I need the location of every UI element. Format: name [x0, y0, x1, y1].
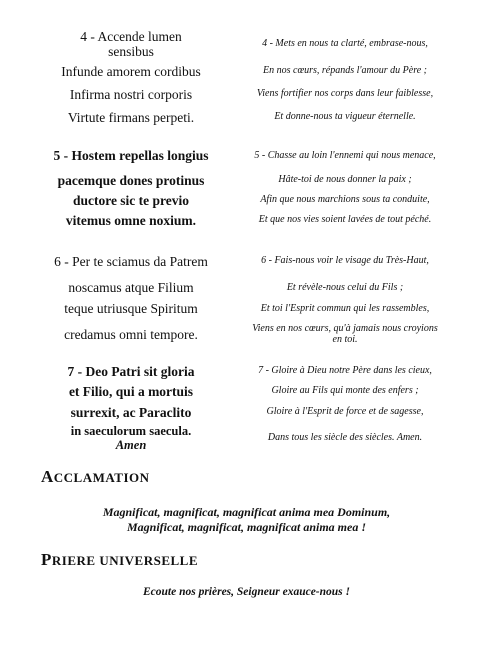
latin-line: 6 - Per te sciamus da Patrem [54, 253, 208, 269]
french-line: Gloire à l'Esprit de force et de sagesse, [266, 406, 424, 418]
latin-line: Virtute firmans perpeti. [67, 109, 195, 125]
french-line: Afin que nous marchions sous ta conduite, [260, 194, 430, 206]
priere-heading [41, 550, 198, 570]
french-line: Et toi l'Esprit commun qui les rassembles, [260, 302, 430, 314]
acclamation-text [0, 505, 493, 535]
heading-rest: CCLAMATION [53, 470, 150, 485]
latin-line: 5 - Hostem repellas longius [53, 148, 209, 163]
french-line: Viens fortifier nos corps dans leur faiblesse, [256, 88, 434, 100]
latin-line [36, 424, 226, 452]
stanza-line [36, 141, 456, 170]
stanza-5 [36, 141, 456, 230]
stanza-line [36, 190, 456, 210]
french-line: En nos cœurs, répands l'amour du Père ; [263, 65, 427, 77]
french-line: Viens en nos cœurs, qu'à jamais nous croyions en toi. [252, 322, 438, 345]
stanza-7 [36, 361, 456, 453]
stanza-line [36, 361, 456, 381]
acclamation-line: Magnificat, magnificat, magnificat anima mea ! [126, 520, 366, 534]
stanza-line [36, 381, 456, 401]
french-line: Hâte-toi de nous donner la paix ; [278, 174, 412, 186]
french-line: 7 - Gloire à Dieu notre Père dans les cieux, [258, 365, 432, 377]
latin-line: credamus omni tempore. [64, 326, 198, 342]
acclamation-heading [41, 467, 150, 487]
stanza-line [36, 82, 456, 106]
french-line: 4 - Mets en nous ta clarté, embrase-nous, [262, 38, 428, 50]
stanza-line [36, 170, 456, 190]
heading-initial: A [41, 467, 54, 486]
french-line: Et que nos vies soient lavées de tout péché. [258, 214, 432, 226]
latin-line: ductore sic te previo [72, 192, 190, 208]
stanza-line [36, 60, 456, 82]
latin-line: et Filio, qui a mortuis [68, 383, 194, 399]
stanza-line [36, 106, 456, 128]
french-line: Gloire au Fils qui monte des enfers ; [271, 385, 419, 397]
stanza-4 [36, 28, 456, 128]
stanza-6 [36, 245, 456, 349]
french-line: Et révèle-nous celui du Fils ; [286, 281, 404, 293]
stanza-line [36, 245, 456, 277]
latin-line: noscamus atque Filium [68, 280, 194, 295]
latin-line: Infunde amorem cordibus [61, 63, 201, 79]
latin-line: vitemus omne noxium. [65, 212, 197, 228]
latin-line: teque utriusque Spiritum [64, 301, 198, 316]
latin-line: 7 - Deo Patri sit gloria [67, 363, 195, 379]
stanza-line [36, 319, 456, 349]
stanza-line [36, 423, 456, 453]
stanza-line [36, 401, 456, 423]
stanza-line [36, 277, 456, 298]
latin-line: 4 - Accende lumen sensibus [80, 29, 182, 59]
french-line: Et donne-nous ta vigueur éternelle. [274, 111, 416, 123]
stanza-line [36, 210, 456, 230]
french-line: 5 - Chasse au loin l'ennemi qui nous menace, [254, 149, 436, 161]
heading-initial: P [41, 550, 52, 569]
french-line: 6 - Fais-nous voir le visage du Très-Haut, [261, 255, 429, 267]
stanza-line [36, 298, 456, 319]
latin-line: pacemque dones protinus [57, 172, 205, 188]
latin-line-main: in saeculorum saecula. [70, 424, 192, 438]
latin-line: surrexit, ac Paraclito [70, 404, 192, 420]
priere-refrain: Ecoute nos prières, Seigneur exauce-nous ! [142, 586, 351, 598]
amen-text: Amen [115, 438, 147, 452]
acclamation-line: Magnificat, magnificat, magnificat anima mea Dominum, [102, 505, 391, 519]
stanza-line [36, 28, 456, 60]
french-line: Dans tous les siècle des siècles. Amen. [267, 432, 423, 444]
heading-rest: RIERE UNIVERSELLE [51, 553, 199, 568]
latin-line: Infirma nostri corporis [69, 86, 193, 102]
